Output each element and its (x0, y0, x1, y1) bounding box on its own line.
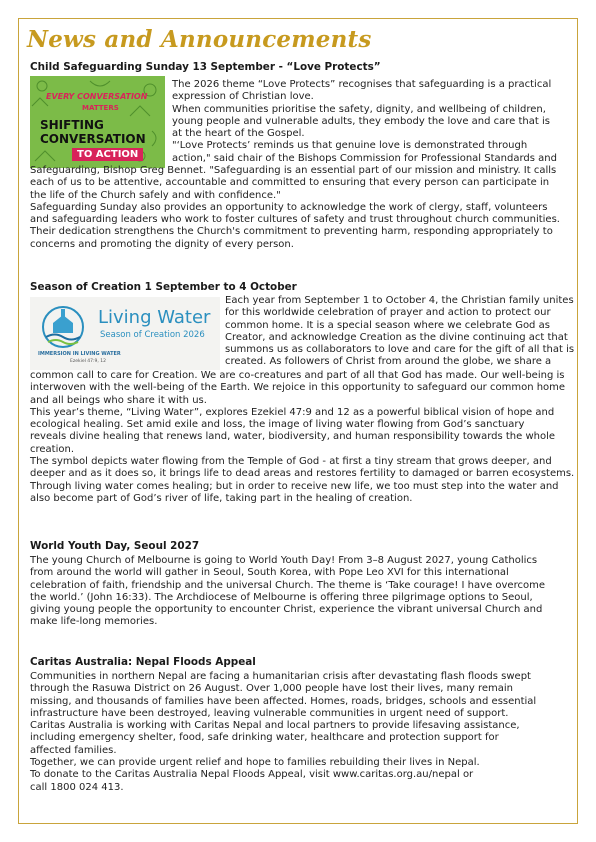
text-line: deeper and as it does so, it brings life to dead areas and restores fertility to damaged or barren ecosystems. (30, 468, 575, 480)
text-line: Communities in northern Nepal are facing a humanitarian crisis after devastating flash floods swept (30, 671, 531, 682)
image-text-line2: MATTERS (82, 104, 119, 112)
text-line: common call to care for Creation. We are co-creatures and part of all that God has made. Our well-being is (30, 370, 565, 381)
article2-text-beside (225, 295, 575, 369)
text-line: interwoven with the well-being of the Earth. We rejoice in this opportunity to safeguard our common home (30, 382, 566, 394)
article-heading-world-youth-day: World Youth Day, Seoul 2027 (30, 540, 200, 552)
text-line: The 2026 theme “Love Protects” recognises that safeguarding is a practical (172, 79, 552, 90)
text-line: including emergency shelter, food, safe drinking water, healthcare and protection support for (30, 732, 499, 744)
image-text-line1: EVERY CONVERSATION (46, 92, 148, 101)
text-line: each of us to be attentive, accountable and committed to ensuring that every person can participate in (30, 177, 550, 189)
text-line: the life of the Church safely and with confidence." (30, 189, 281, 201)
text-line: from around the world will gather in Seoul, South Korea, with Pope Leo XVI for this international (30, 567, 509, 579)
text-line: celebration of faith, friendship and the universal Church. The theme is ‘Take courage! I have overcome (30, 579, 545, 591)
text-line: Together, we can provide urgent relief and hope to families rebuilding their lives in Nepal. (30, 757, 480, 769)
image-text-line3 (40, 118, 146, 146)
text-line: When communities prioritise the safety, dignity, and wellbeing of children, (172, 103, 546, 115)
article-heading-safeguarding: Child Safeguarding Sunday 13 September - “Love Protects” (30, 61, 381, 73)
text-line: This year’s theme, “Living Water”, explores Ezekiel 47:9 and 12 as a powerful biblical vision of hope and (30, 406, 555, 418)
article-heading-season-of-creation: Season of Creation 1 September to 4 October (30, 281, 297, 293)
text-line: for this worldwide celebration of prayer and action to protect our (225, 307, 551, 319)
text-line: the world.’ (John 16:33). The Archdiocese of Melbourne is offering three pilgrimage options to Seoul, (30, 591, 533, 603)
text-line: call 1800 024 413. (30, 781, 124, 793)
text-line: To donate to the Caritas Australia Nepal Floods Appeal, visit www.caritas.org.au/nepal or (30, 769, 474, 781)
text-line: ecological healing. Set amid exile and loss, the image of living water flowing from God’s sanctuary (30, 419, 525, 431)
text-line: common home. It is a special season where we celebrate God as (225, 319, 550, 331)
text-line: Safeguarding Sunday also provides an opportunity to acknowledge the work of clergy, staff, volunteers (30, 201, 548, 213)
article1-text-beside (172, 79, 572, 165)
text-line: and safeguarding leaders who work to foster cultures of safety and trust throughout church communities. (30, 214, 560, 226)
text-line: reveals divine healing that renews land, water, biodiversity, and human responsibility towards the whole (30, 431, 556, 443)
article4-text (30, 671, 575, 794)
text-line: missing, and thousands of families have been affected. Homes, roads, bridges, schools and essential (30, 695, 537, 707)
article-heading-caritas: Caritas Australia: Nepal Floods Appeal (30, 656, 256, 668)
image-caption: IMMERSION IN LIVING WATER (38, 351, 121, 357)
text-line: concerns and promoting the dignity of every person. (30, 238, 294, 250)
text-line: affected families. (30, 744, 117, 756)
image-reference: Ezekiel 47:9, 12 (70, 359, 106, 364)
text-line: "‘Love Protects’ reminds us that genuine love is demonstrated through (172, 140, 528, 152)
page-title: News and Announcements (27, 26, 372, 53)
text-line: giving young people the opportunity to encounter Christ, experience the vibrant universal Church and (30, 604, 543, 616)
text-line: Their dedication strengthens the Church's commitment to preventing harm, responding appropriately to (30, 226, 553, 238)
text-line: also become part of God’s river of life, taking part in the healing of creation. (30, 492, 413, 504)
text-line: action," said chair of the Bishops Commission for Professional Standards and (172, 152, 557, 164)
text-line: Creator, and acknowledge Creation as the divine continuing act that (225, 331, 568, 343)
image-subtitle: Season of Creation 2026 (100, 330, 205, 340)
text-line: Through living water comes healing; but in order to receive new life, we too must step into the water and (30, 480, 559, 492)
text-line: Caritas Australia is working with Caritas Nepal and local partners to provide lifesaving assistance, (30, 720, 520, 732)
image-text-line3b: CONVERSATION (40, 132, 146, 146)
text-line: infrastructure have been destroyed, leaving vulnerable communities in urgent need of support. (30, 707, 509, 719)
text-line: summons us as collaborators to love and care for the gift of all that is (225, 344, 575, 356)
article2-text-full (30, 370, 575, 505)
image-text-line4: TO ACTION (72, 148, 143, 161)
image-text-line3a: SHIFTING (40, 118, 104, 132)
safeguarding-image (30, 76, 165, 168)
article1-text-full (30, 165, 575, 251)
image-title: Living Water (98, 307, 211, 328)
living-water-image (30, 297, 220, 370)
text-line: The young Church of Melbourne is going to World Youth Day! From 3–8 August 2027, young Catholics (30, 555, 538, 566)
text-line: Each year from September 1 to October 4, the Christian family unites (225, 295, 574, 306)
text-line: make life-long memories. (30, 616, 158, 628)
text-line: through the Rasuwa District on 26 August. Over 1,000 people have lost their lives, many remain (30, 683, 513, 695)
text-line: Safeguarding, Bishop Greg Bennet. "Safeguarding is an essential part of our mission and ministry. It calls (30, 165, 557, 176)
text-line: at the heart of the Gospel. (172, 128, 305, 140)
text-line: creation. (30, 443, 75, 455)
article3-text (30, 555, 575, 629)
text-line: young people and vulnerable adults, they embody the love and care that is (172, 115, 550, 127)
church-water-logo-icon (38, 305, 88, 349)
text-line: expression of Christian love. (172, 91, 314, 103)
text-line: created. As followers of Christ from around the globe, we share a (225, 356, 552, 368)
text-line: and all beings who share it with us. (30, 394, 207, 406)
text-line: The symbol depicts water flowing from the Temple of God - at first a tiny stream that grows deeper, and (30, 456, 552, 468)
